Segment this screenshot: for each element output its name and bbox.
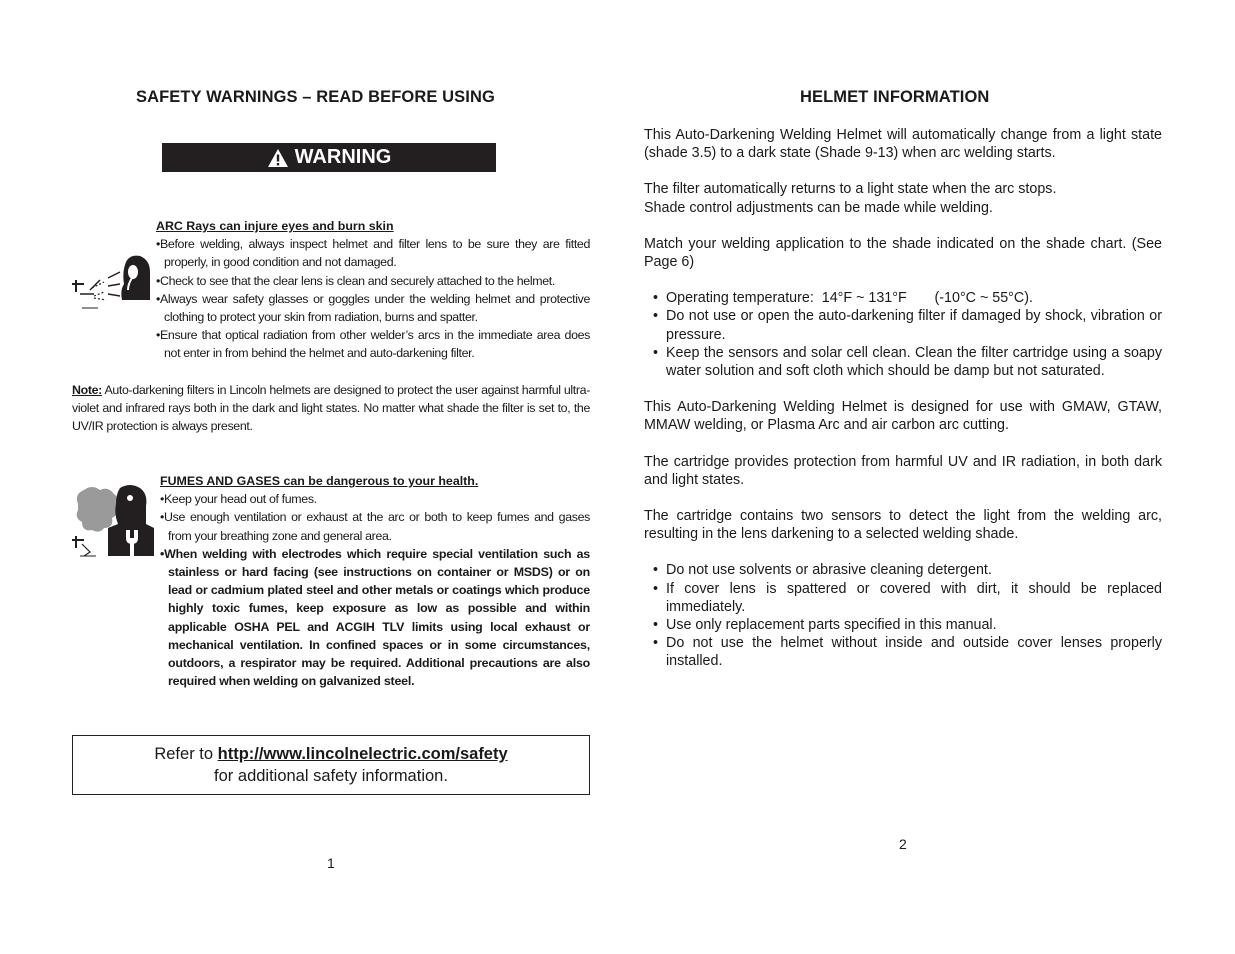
operating-notes-list bbox=[644, 289, 1162, 380]
fumes-section bbox=[160, 472, 590, 690]
paragraph-uv-ir: The cartridge provides protection from harmful UV and IR radiation, in both dark and light states. bbox=[644, 453, 1162, 488]
paragraph-shade-control: Shade control adjustments can be made while welding. bbox=[644, 199, 993, 216]
list-item: • When welding with electrodes which require special ventilation such as stainless or hard facing (see instructions on container or MSDS) or on lead or cadmium plated steel and other metals or coatings which produce highly toxic fumes, keep exposure as low as possible and within applicable OSHA PEL and ACGIH TLV limits using local exhaust or mechanical ventilation. In confined spaces or in some circumstances, outdoors, a respirator may be required. Additional precautions are also required when welding on galvanized steel. bbox=[160, 545, 590, 691]
list-item: • Do not use or open the auto-darkening filter if damaged by shock, vibration or pressure. bbox=[644, 307, 1162, 343]
note-label: Note: bbox=[72, 383, 102, 397]
safety-reference-box bbox=[72, 735, 590, 795]
list-item: • Use enough ventilation or exhaust at the arc or both to keep fumes and gases from your breathing zone and general area. bbox=[160, 508, 590, 544]
page-number-left: 1 bbox=[327, 855, 335, 871]
list-item: • If cover lens is spattered or covered with dirt, it should be replaced immediately. bbox=[644, 580, 1162, 616]
list-item: • Ensure that optical radiation from other welder’s arcs in the immediate area does not enter in from behind the helmet and auto-darkening filter. bbox=[156, 326, 590, 362]
right-page-heading: HELMET INFORMATION bbox=[800, 88, 990, 106]
helmet-info-body bbox=[644, 126, 1162, 671]
warning-label: WARNING bbox=[294, 146, 392, 168]
fumes-gases-icon bbox=[70, 484, 156, 560]
warning-triangle-icon bbox=[267, 148, 289, 168]
list-item: • Before welding, always inspect helmet and filter lens to be sure they are fitted properly, in good condition and not damaged. bbox=[156, 235, 590, 271]
note-text: Auto-darkening filters in Lincoln helmets are designed to protect the user against harmful ultra-violet and infrared rays both in the dark and light states. No matter what shade the filter is set to, the UV/IR protection is always present. bbox=[72, 383, 590, 434]
refer-prefix: Refer to bbox=[154, 745, 218, 763]
list-item: • Operating temperature: 14°F ~ 131°F (-10°C ~ 55°C). bbox=[644, 289, 1162, 307]
note-paragraph bbox=[72, 381, 590, 436]
list-item: • Do not use the helmet without inside and outside cover lenses properly installed. bbox=[644, 634, 1162, 670]
list-item: • Always wear safety glasses or goggles under the welding helmet and protective clothing to protect your skin from radiation, burns and spatter. bbox=[156, 290, 590, 326]
list-item: • Keep the sensors and solar cell clean. Clean the filter cartridge using a soapy water solution and soft cloth which should be damp but not saturated. bbox=[644, 344, 1162, 380]
list-item: • Use only replacement parts specified in this manual. bbox=[644, 616, 1162, 634]
paragraph-welding-types: This Auto-Darkening Welding Helmet is designed for use with GMAW, GTAW, MMAW welding, or Plasma Arc and air carbon arc cutting. bbox=[644, 399, 1162, 434]
warning-banner bbox=[162, 143, 496, 172]
left-page-heading: SAFETY WARNINGS – READ BEFORE USING bbox=[136, 88, 495, 106]
refer-suffix: for additional safety information. bbox=[214, 767, 448, 785]
paragraph-light-state: The filter automatically returns to a light state when the arc stops. bbox=[644, 181, 1057, 198]
paragraph-shade-chart: Match your welding application to the shade indicated on the shade chart. (See Page 6) bbox=[644, 235, 1162, 271]
list-item: • Do not use solvents or abrasive cleaning detergent. bbox=[644, 561, 1162, 579]
list-item: • Check to see that the clear lens is clean and securely attached to the helmet. bbox=[156, 272, 590, 290]
arc-rays-list bbox=[156, 235, 590, 362]
refer-line bbox=[73, 743, 589, 765]
maintenance-list bbox=[644, 561, 1162, 670]
list-item: • Keep your head out of fumes. bbox=[160, 490, 590, 508]
fumes-list bbox=[160, 490, 590, 690]
arc-rays-welder-icon bbox=[70, 254, 152, 312]
paragraph-shade-change: This Auto-Darkening Welding Helmet will automatically change from a light state (shade 3.5) to a dark state (Shade 9-13) when arc welding starts. bbox=[644, 127, 1162, 162]
arc-rays-title: ARC Rays can injure eyes and burn skin bbox=[156, 219, 394, 233]
safety-link[interactable]: http://www.lincolnelectric.com/safety bbox=[217, 745, 508, 763]
page-number-right: 2 bbox=[899, 836, 907, 852]
arc-rays-section bbox=[156, 217, 590, 363]
paragraph-sensors: The cartridge contains two sensors to detect the light from the welding arc, resulting in the lens darkening to a selected welding shade. bbox=[644, 508, 1162, 543]
fumes-title: FUMES AND GASES can be dangerous to your health. bbox=[160, 474, 479, 488]
